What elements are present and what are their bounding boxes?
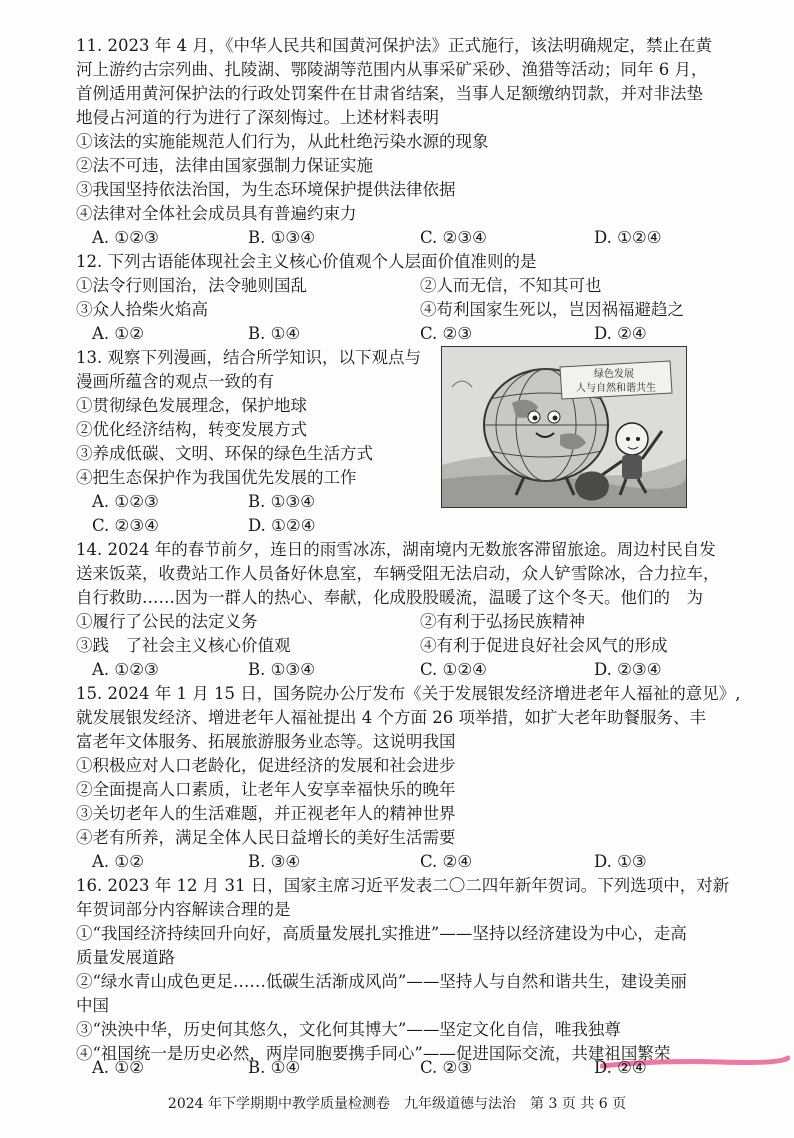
q13-item-2: ②优化经济结构，转变发展方式 bbox=[76, 420, 307, 439]
cartoon-image bbox=[441, 346, 687, 508]
q14-line-3: 自行救助……因为一群人的热心、奉献，化成股股暖流，温暖了这个冬天。他们的 为 bbox=[76, 588, 703, 607]
q16-item-2-line-2: 中国 bbox=[76, 996, 109, 1015]
q13-option-b: B. ①③④ bbox=[248, 492, 315, 511]
q13-option-d: D. ①②④ bbox=[248, 516, 316, 535]
q11-item-2: ②法不可违，法律由国家强制力保证实施 bbox=[76, 156, 373, 175]
q15-item-1: ①积极应对人口老龄化，促进经济的发展和社会进步 bbox=[76, 756, 456, 775]
q14-line-2: 送来饭菜，收费站工作人员备好休息室，车辆受阻无法启动，众人铲雪除冰，合力拉车， bbox=[76, 564, 720, 583]
q15-option-a: A. ①② bbox=[92, 852, 144, 871]
q15-option-c: C. ②④ bbox=[420, 852, 473, 871]
q15-item-3: ③关切老年人的生活难题，并正视老年人的精神世界 bbox=[76, 804, 456, 823]
q13-line-1: 13. 观察下列漫画，结合所学知识，以下观点与 bbox=[76, 348, 421, 367]
q14-option-c: C. ①②④ bbox=[420, 660, 487, 679]
q15-option-b: B. ③④ bbox=[248, 852, 301, 871]
q14-line-1: 14. 2024 年的春节前夕，连日的雨雪冰冻，湖南境内无数旅客滞留旅途。周边村民自发 bbox=[76, 540, 716, 559]
q15-line-2: 就发展银发经济、增进老年人福祉提出 4 个方面 26 项举措，如扩大老年助餐服务、丰 bbox=[76, 708, 706, 727]
q11-item-3: ③我国坚持依法治国，为生态环境保护提供法律依据 bbox=[76, 180, 456, 199]
cartoon-caption: 人与自然和谐共生 bbox=[576, 383, 656, 394]
q11-line-4: 地侵占河道的行为进行了深刻悔过。上述材料表明 bbox=[76, 108, 439, 127]
q11-option-d: D. ①②④ bbox=[594, 228, 662, 247]
q16-line-2: 年贺词部分内容解读合理的是 bbox=[76, 900, 291, 919]
q11-option-a: A. ①②③ bbox=[92, 228, 159, 247]
q13-item-1: ①贯彻绿色发展理念，保护地球 bbox=[76, 396, 307, 415]
q12-option-a: A. ①② bbox=[92, 324, 144, 343]
q14-option-b: B. ①③④ bbox=[248, 660, 315, 679]
q11-line-2: 河上游约古宗列曲、扎陵湖、鄂陵湖等范围内从事采矿采砂、渔猎等活动；同年 6 月， bbox=[76, 60, 708, 79]
q16-option-b: B. ①④ bbox=[248, 1058, 301, 1077]
q16-option-d: D. ②④ bbox=[594, 1058, 647, 1077]
q12-item-3: ③众人拾柴火焰高 bbox=[76, 300, 208, 319]
q11-line-1: 11. 2023 年 4 月，《中华人民共和国黄河保护法》正式施行，该法明确规定，禁止在黄 bbox=[76, 36, 712, 55]
cartoon-drawing bbox=[442, 347, 686, 507]
q12-option-c: C. ②③ bbox=[420, 324, 473, 343]
q12-item-2: ②人而无信，不知其可也 bbox=[420, 276, 602, 295]
q13-option-a: A. ①②③ bbox=[92, 492, 159, 511]
q13-option-c: C. ②③④ bbox=[92, 516, 159, 535]
q16-item-1-line-2: 质量发展道路 bbox=[76, 948, 175, 967]
q12-item-4: ④苟利国家生死以，岂因祸福避趋之 bbox=[420, 300, 684, 319]
q11-option-c: C. ②③④ bbox=[420, 228, 487, 247]
q16-item-4: ④“祖国统一是历史必然，两岸同胞要携手同心”——促进国际交流，共建祖国繁荣 bbox=[76, 1044, 671, 1063]
q16-line-1: 16. 2023 年 12 月 31 日，国家主席习近平发表二〇二四年新年贺词。下列选项中，对新 bbox=[76, 876, 730, 895]
q11-line-3: 首例适用黄河保护法的行政处罚案件在甘肃省结案，当事人足额缴纳罚款，并对非法垫 bbox=[76, 84, 703, 103]
q15-line-1: 15. 2024 年 1 月 15 日，国务院办公厅发布《关于发展银发经济增进老年人福祉的意见》, bbox=[76, 684, 741, 703]
q13-line-2: 漫画所蕴含的观点一致的有 bbox=[76, 372, 274, 391]
cartoon-caption-top: 绿色发展 bbox=[594, 369, 634, 380]
q16-option-a: A. ①② bbox=[92, 1058, 144, 1077]
page-footer: 2024 年下学期期中教学质量检测卷 九年级道德与法治 第 3 页 共 6 页 bbox=[167, 1096, 627, 1112]
q12-option-b: B. ①④ bbox=[248, 324, 301, 343]
q14-item-3: ③践 了社会主义核心价值观 bbox=[76, 636, 291, 655]
q13-item-4: ④把生态保护作为我国优先发展的工作 bbox=[76, 468, 357, 487]
q11-option-b: B. ①③④ bbox=[248, 228, 315, 247]
q12-item-1: ①法令行则国治，法令驰则国乱 bbox=[76, 276, 307, 295]
q15-option-d: D. ①③ bbox=[594, 852, 647, 871]
q11-item-4: ④法律对全体社会成员具有普遍约束力 bbox=[76, 204, 357, 223]
q15-item-2: ②全面提高人口素质，让老年人安享幸福快乐的晚年 bbox=[76, 780, 456, 799]
q14-option-a: A. ①②③ bbox=[92, 660, 159, 679]
q16-option-c: C. ②③ bbox=[420, 1058, 473, 1077]
q12-option-d: D. ②④ bbox=[594, 324, 647, 343]
q16-item-2-line-1: ②“绿水青山成色更足……低碳生活渐成风尚”——坚持人与自然和谐共生，建设美丽 bbox=[76, 972, 687, 991]
q12-stem: 12. 下列古语能体现社会主义核心价值观个人层面价值准则的是 bbox=[76, 252, 537, 271]
q14-item-4: ④有利于促进良好社会风气的形成 bbox=[420, 636, 668, 655]
q14-item-1: ①履行了公民的法定义务 bbox=[76, 612, 258, 631]
q15-item-4: ④老有所养，满足全体人民日益增长的美好生活需要 bbox=[76, 828, 456, 847]
q13-item-3: ③养成低碳、文明、环保的绿色生活方式 bbox=[76, 444, 373, 463]
q15-line-3: 富老年文体服务、拓展旅游服务业态等。这说明我国 bbox=[76, 732, 456, 751]
q11-item-1: ①该法的实施能规范人们行为，从此杜绝污染水源的现象 bbox=[76, 132, 489, 151]
q16-item-3: ③“泱泱中华，历史何其悠久，文化何其博大”——坚定文化自信，唯我独尊 bbox=[76, 1020, 621, 1039]
q14-item-2: ②有利于弘扬民族精神 bbox=[420, 612, 585, 631]
q14-option-d: D. ②③④ bbox=[594, 660, 662, 679]
q16-item-1-line-1: ①“我国经济持续回升向好，高质量发展扎实推进”——坚持以经济建设为中心，走高 bbox=[76, 924, 687, 943]
